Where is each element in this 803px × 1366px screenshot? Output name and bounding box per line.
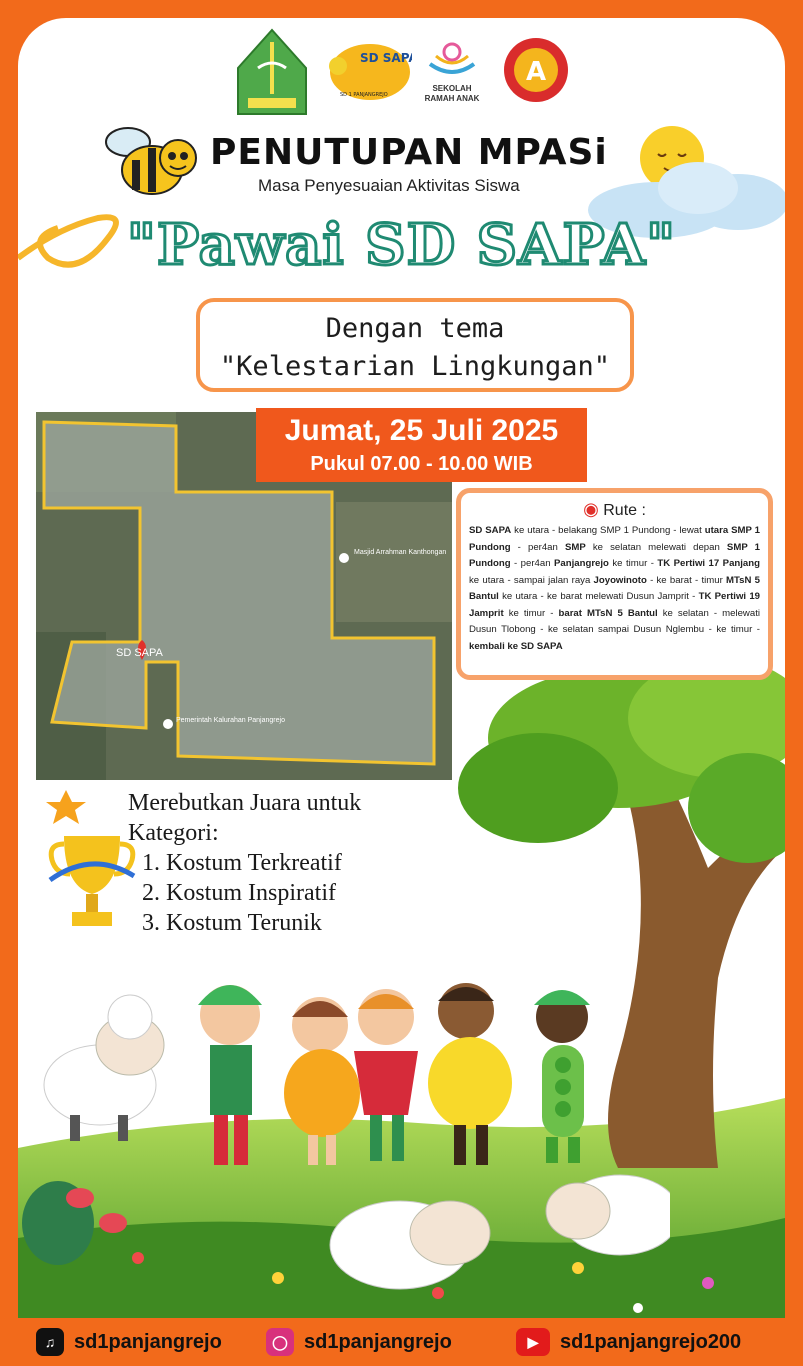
location-pin-icon: ◉ [583, 499, 599, 519]
prize-heading-2: Kategori: [128, 820, 219, 846]
route-segment: ke utara - belakang SMP 1 Pundong - lewat [511, 525, 705, 536]
bee-illustration [102, 114, 202, 200]
prize-section [128, 788, 361, 938]
route-segment: MTsN 5 Bantul [469, 574, 761, 602]
child-watermelon [198, 985, 262, 1165]
prize-heading-1: Merebutkan Juara untuk [128, 790, 362, 816]
theme-line1: Dengan tema [325, 313, 505, 344]
route-segment: ke selatan - melewati Dusun Tlobong - ke selatan sampai Dusun Nglembu - ke timur - [469, 607, 760, 635]
top-border [0, 0, 803, 18]
sra-line2: RAMAH ANAK [424, 94, 480, 103]
route-segment: kembali ke SD SAPA [469, 640, 563, 652]
sapa-sd-text: SD SAPA [360, 51, 412, 65]
route-segment: SD SAPA [469, 525, 512, 536]
route-box [456, 488, 773, 680]
route-segment: barat MTsN 5 Bantul [558, 607, 658, 619]
tiktok-handle: sd1panjangrejo [74, 1330, 222, 1353]
government-emblem-icon [234, 28, 310, 118]
route-segment: ke timur - [608, 558, 658, 569]
route-segment: - ke barat - timur [646, 574, 727, 586]
date-banner [256, 408, 587, 482]
child-friendly-icon [412, 36, 492, 80]
sra-line1: SEKOLAH [432, 84, 472, 93]
youtube-link[interactable] [516, 1322, 741, 1362]
route-segment: ke utara - sampai jalan raya [469, 574, 594, 586]
accreditation-grade: A [525, 57, 547, 87]
pemkab-logo [234, 28, 310, 118]
route-segment: Joyowinoto [593, 574, 647, 586]
instagram-handle: sd1panjangrejo [304, 1330, 452, 1353]
page-subtitle: Masa Penyesuaian Aktivitas Siswa [258, 176, 520, 195]
event-name: "Pawai SD SAPA" [126, 212, 677, 278]
tiktok-link[interactable] [36, 1322, 222, 1362]
route-heading [469, 499, 760, 520]
youtube-handle: sd1panjangrejo200 [560, 1330, 742, 1353]
sd-sapa-logo [320, 36, 412, 106]
sheep-bottom-right [546, 1175, 670, 1255]
prize-category: 3. Kostum Terunik [166, 908, 361, 938]
route-segment: - per4an [510, 558, 554, 569]
event-date: Jumat, 25 Juli 2025 [284, 414, 559, 447]
event-time: Pukul 07.00 - 10.00 WIB [310, 453, 533, 475]
child-peas [534, 990, 590, 1163]
route-segment: - per4an [510, 541, 565, 553]
sheep-left [44, 995, 164, 1141]
route-segment: SMP 1 Pundong [469, 541, 760, 569]
route-description [469, 523, 760, 655]
theme-box [196, 298, 634, 392]
route-segment: TK Pertiwi 19 Jamprit [469, 591, 760, 619]
instagram-icon: ◯ [266, 1328, 294, 1356]
route-segment: SMP [564, 541, 586, 553]
accreditation-logo [500, 36, 572, 108]
route-segment: ke utara - ke barat melewati Dusun Jamprit - [498, 591, 699, 602]
prize-category: 1. Kostum Terkreatif [166, 848, 361, 878]
sheep-bottom-center [330, 1201, 490, 1289]
route-segment: ke selatan melewati depan [585, 541, 727, 553]
prize-category: 2. Kostum Inspiratif [166, 878, 361, 908]
map-start-label: SD SAPA [116, 647, 163, 659]
sapa-small-text: SD 1 PANJANGREJO [340, 92, 388, 98]
map-poi-2: Pemerintah Kalurahan Panjangrejo [176, 717, 285, 724]
route-segment: Panjangrejo [554, 558, 609, 569]
route-heading-text: Rute : [603, 502, 646, 519]
child-lemon [428, 983, 512, 1165]
tiktok-icon: ♫ [36, 1328, 64, 1356]
child-strawberry [354, 989, 418, 1161]
route-segment: TK Pertiwi 17 Panjang [657, 558, 760, 569]
map-poi-1: Masjid Arrahman Kanthongan [354, 549, 447, 556]
child-orange [284, 997, 360, 1165]
route-segment: ke timur - [503, 607, 559, 619]
children-sheep-illustration [30, 965, 670, 1305]
sekolah-ramah-anak-logo [412, 36, 492, 108]
page-title: PENUTUPAN MPASi [210, 132, 608, 173]
youtube-icon: ▶ [516, 1328, 550, 1356]
prize-category-list [128, 848, 361, 938]
route-segment: utara SMP 1 Pundong [469, 525, 761, 553]
theme-line2: "Kelestarian Lingkungan" [219, 351, 611, 382]
instagram-link[interactable] [266, 1322, 452, 1362]
trophy-illustration [44, 790, 138, 940]
